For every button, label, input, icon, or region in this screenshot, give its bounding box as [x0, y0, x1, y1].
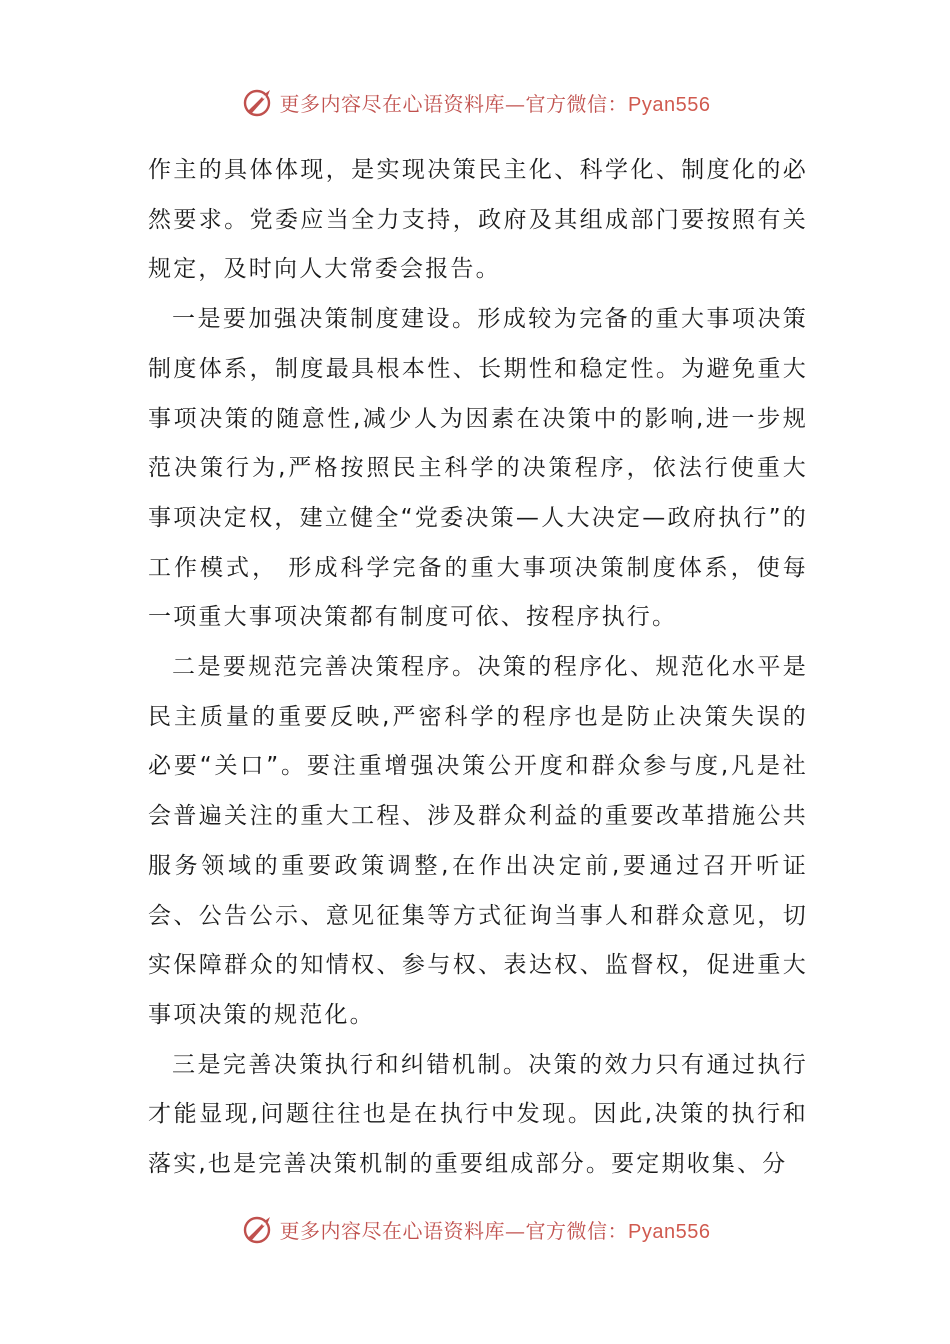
paragraph-point-two: 二是要规范完善决策程序。决策的程序化、规范化水平是民主质量的重要反映,严密科学的程序也是防止决策失误的必要“关口”。要注重增强决策公开度和群众参与度,凡是社会普遍关注的重大工程、涉及群众利益的重要改革措施公共服务领域的重要政策调整,在作出决定前,要通过召开听证会、公告公示、意见征集等方式征询当事人和群众意见，切实保障群众的知情权、参与权、表达权、监督权，促进重大事项决策的规范化。 — [148, 654, 808, 1028]
footer-banner-text — [280, 1215, 711, 1244]
footer-banner-main: 更多内容尽在心语资料库 — [279, 1218, 506, 1243]
paragraph-point-three: 三是完善决策执行和纠错机制。决策的效力只有通过执行才能显现,问题往往也是在执行中发现。因此,决策的执行和落实,也是完善决策机制的重要组成部分。要定期收集、分 — [148, 1051, 808, 1178]
header-banner-text — [280, 88, 711, 117]
paragraph-continuation: 作主的具体体现，是实现决策民主化、科学化、制度化的必然要求。党委应当全力支持，政府及其组成部门要按照有关规定，及时向人大常委会报告。 — [148, 157, 808, 283]
header-banner-wechat-id: Pyan556 — [628, 93, 711, 116]
pen-nib-circle-icon — [240, 84, 276, 120]
footer-banner-dash: — — [505, 1218, 526, 1243]
header-banner-main: 更多内容尽在心语资料库 — [279, 91, 506, 116]
document-body — [148, 146, 808, 1190]
footer-banner-wechat-label: 官方微信： — [525, 1218, 629, 1243]
footer-banner-wechat-id: Pyan556 — [628, 1220, 711, 1243]
header-banner-dash: — — [505, 91, 526, 116]
footer-banner — [0, 1207, 950, 1251]
header-banner — [0, 80, 950, 124]
pen-nib-circle-icon — [240, 1211, 276, 1247]
header-banner-wechat-label: 官方微信： — [525, 91, 629, 116]
paragraph-point-one: 一是要加强决策制度建设。形成较为完备的重大事项决策制度体系，制度最具根本性、长期性和稳定性。为避免重大事项决策的随意性,减少人为因素在决策中的影响,进一步规范决策行为,严格按照民主科学的决策程序，依法行使重大事项决定权，建立健全“党委决策—人大决定—政府执行”的工作模式， 形成科学完备的重大事项决策制度体系，使每一项重大事项决策都有制度可依、按程序执行。 — [148, 306, 808, 631]
